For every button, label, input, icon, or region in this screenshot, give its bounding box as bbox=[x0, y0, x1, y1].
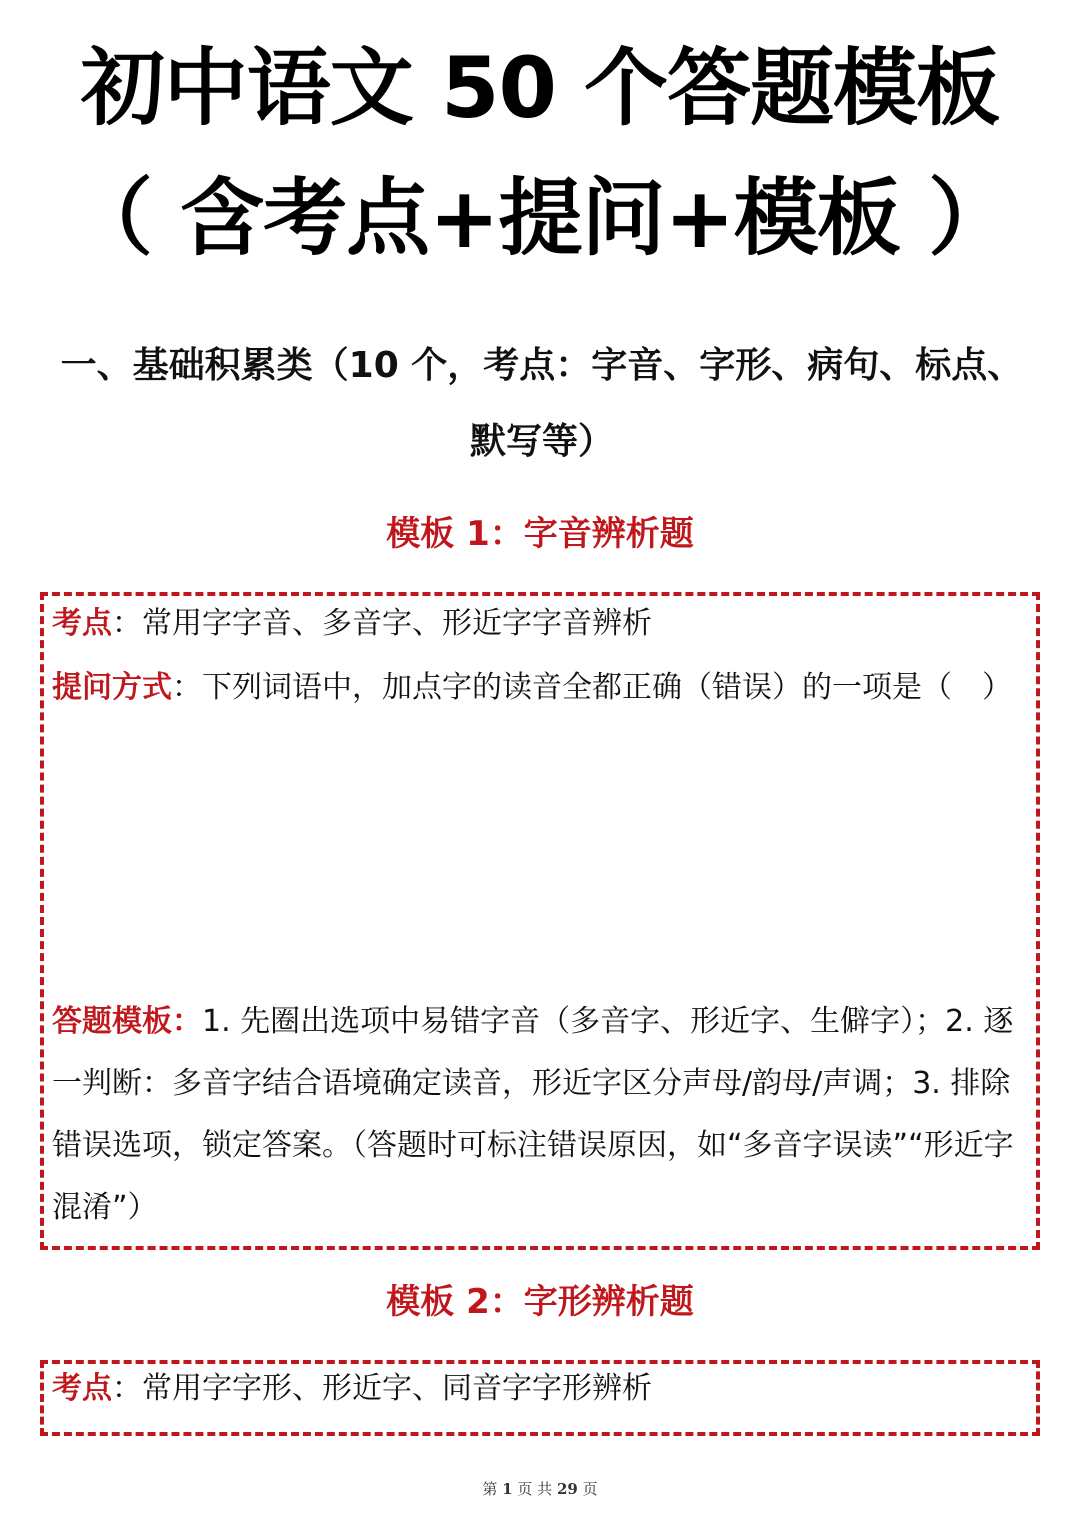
section-heading: 一、基础积累类（10 个，考点：字音、字形、病句、标点、默写等） bbox=[60, 345, 1024, 462]
footer-middle: 页 共 bbox=[517, 1480, 553, 1498]
kaodian-text: ：常用字字音、多音字、形近字字音辨析 bbox=[112, 606, 652, 641]
template-1-kaodian bbox=[52, 593, 1032, 655]
document-title-line-1: 初中语文 50 个答题模板 bbox=[80, 39, 1000, 137]
template-1-title: 模板 1：字音辨析题 bbox=[386, 514, 694, 554]
question-style-label: 提问方式 bbox=[52, 670, 172, 705]
template-2-kaodian bbox=[52, 1358, 1032, 1420]
question-style-text: ：下列词语中，加点字的读音全都正确（错误）的一项是（ ） bbox=[172, 670, 1012, 705]
template-2-box bbox=[40, 1360, 1040, 1436]
document-title-line-2: （ 含考点+提问+模板 ） bbox=[68, 169, 1012, 267]
footer-prefix: 第 bbox=[482, 1480, 498, 1498]
template-1-box bbox=[40, 592, 1040, 1250]
page-footer bbox=[0, 1478, 1080, 1499]
answer-template-text: 1. 先圈出选项中易错字音（多音字、形近字、生僻字）；2. 逐一判断：多音字结合语境确定读音，形近字区分声母/韵母/声调；3. 排除错误选项，锁定答案。（答题时可标注错误原因，如“多音字误读”“形近字混淆”） bbox=[52, 1004, 1014, 1225]
template-1-question-style bbox=[52, 657, 1032, 719]
kaodian-text: ：常用字字形、形近字、同音字字形辨析 bbox=[112, 1371, 652, 1406]
answer-template-label: 答题模板： bbox=[52, 1004, 202, 1039]
footer-total-pages: 29 bbox=[556, 1480, 578, 1498]
template-1-answer-template bbox=[52, 991, 1032, 1239]
footer-page-number: 1 bbox=[502, 1480, 513, 1498]
footer-suffix: 页 bbox=[582, 1480, 598, 1498]
template-2-title: 模板 2：字形辨析题 bbox=[386, 1282, 694, 1322]
kaodian-label: 考点 bbox=[52, 1371, 112, 1406]
kaodian-label: 考点 bbox=[52, 606, 112, 641]
